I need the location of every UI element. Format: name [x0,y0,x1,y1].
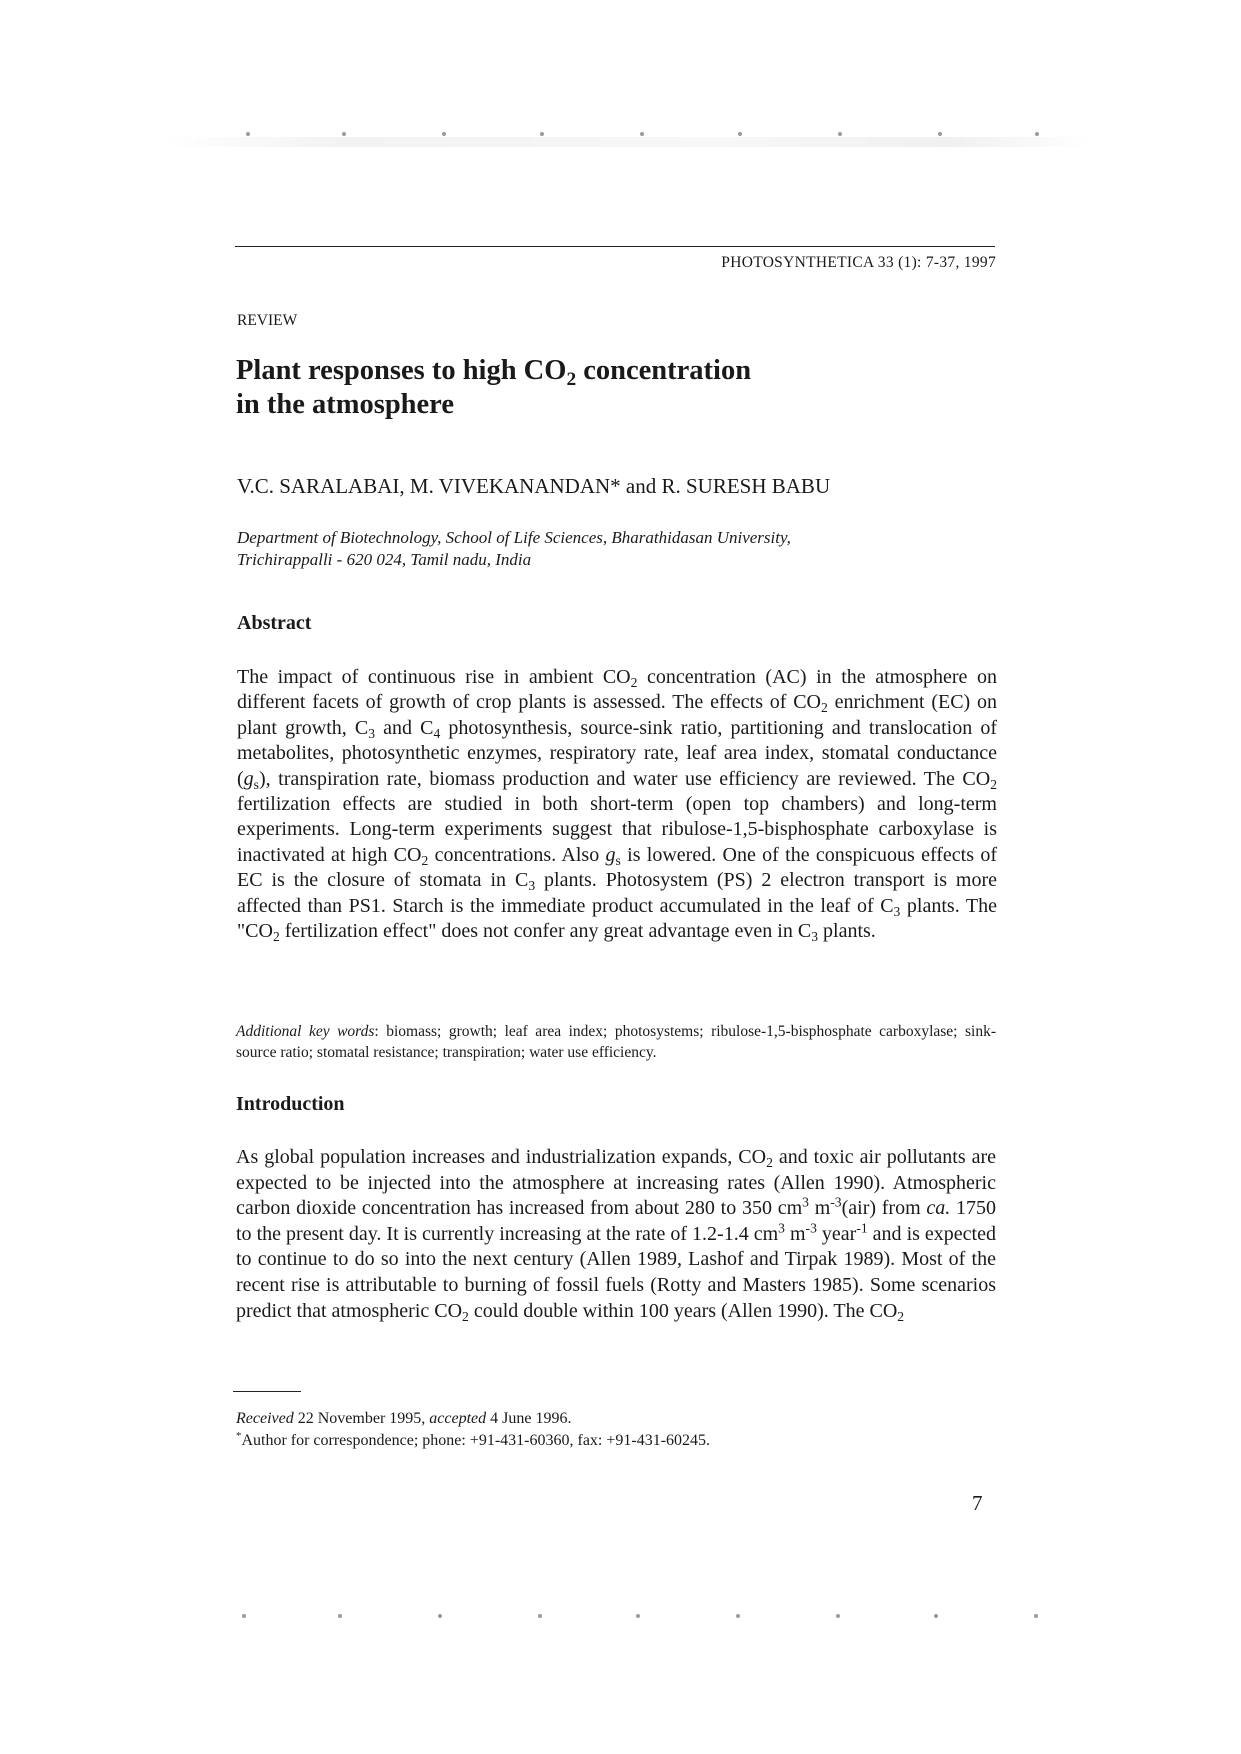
header-rule [235,246,995,247]
scan-dots-top [240,132,1060,144]
scan-dots-bottom [240,1614,1060,1626]
affiliation: Department of Biotechnology, School of Life Sciences, Bharathidasan University, Trichirappalli - 620 024, Tamil nadu, India [237,528,791,569]
received-note: Received 22 November 1995, accepted 4 June 1996. [236,1410,572,1427]
keywords-label: Additional key words [236,1023,375,1040]
footnote-rule [233,1391,301,1392]
abstract-text: The impact of continuous rise in ambient $CO_2$ concentration (AC) in the atmosphere on different facets of growth of crop plants is assessed. The effects of $CO_2$ enrichment (EC) on plant growth, $C_3$ and $C_4$ photosynthesis, source-sink ratio, partitioning and translocation of metabolites, photosynthetic enzymes, respiratory rate, leaf area index, stomatal conductance $(g_s)$, transpiration rate, biomass production and water use efficiency are reviewed. The $CO_2$ fertilization effects are studied in both short-term (open top chambers) and long-term experiments. Long-term experiments suggest that ribulose-1,5-bisphosphate carboxylase is inactivated at high $CO_2$ concentrations. Also $g_s$ is lowered. One of the conspicuous effects of EC is the closure of stomata in $C_3$ plants. Photosystem (PS) 2 electron transport is more affected than PS1. Starch is the immediate product accumulated in the leaf of $C_3$ plants. The "$CO_2$ fertilization effect" does not confer any great advantage even in $C_3$ plants. [237,666,997,945]
footnotes [236,1408,996,1452]
keywords: Additional key words: biomass; growth; leaf area index; photosystems; ribulose-1,5-bisphosphate carboxylase; sink-source ratio; stomatal resistance; transpiration; water use efficiency. [236,1023,996,1061]
introduction-heading: Introduction [236,1093,345,1115]
introduction-text: As global population increases and industrialization expands, $CO_2$ and toxic air pollutants are expected to be injected into the atmosphere at increasing rates (Allen 1990). Atmospheric carbon dioxide concentration has increased from about 280 to 350 $cm^3$ $m^{-3}(air)$ from ca. 1750 to the present day. It is currently increasing at the rate of 1.2-1.4 $cm^3$ $m^{-3}$ year$^{-1}$ and is expected to continue to do so into the next century (Allen 1989, Lashof and Tirpak 1989). Most of the recent rise is attributable to burning of fossil fuels (Rotty and Masters 1985). Some scenarios predict that atmospheric $CO_2$ could double within 100 years (Allen 1990). The $CO_2$ [236,1146,997,1324]
correspondence-note: *Author for correspondence; phone: +91-431-60360, fax: +91-431-60245. [236,1430,711,1449]
article-title: Plant responses to high $CO_2$ concentration in the atmosphere [236,355,752,420]
abstract-heading: Abstract [237,612,312,634]
article-type: REVIEW [237,312,298,329]
page-number: 7 [972,1491,983,1515]
journal-citation: PHOTOSYNTHETICA 33 (1): 7-37, 1997 [721,254,996,271]
author-list: V.C. SARALABAI, M. VIVEKANANDAN* and R. SURESH BABU [237,474,831,498]
